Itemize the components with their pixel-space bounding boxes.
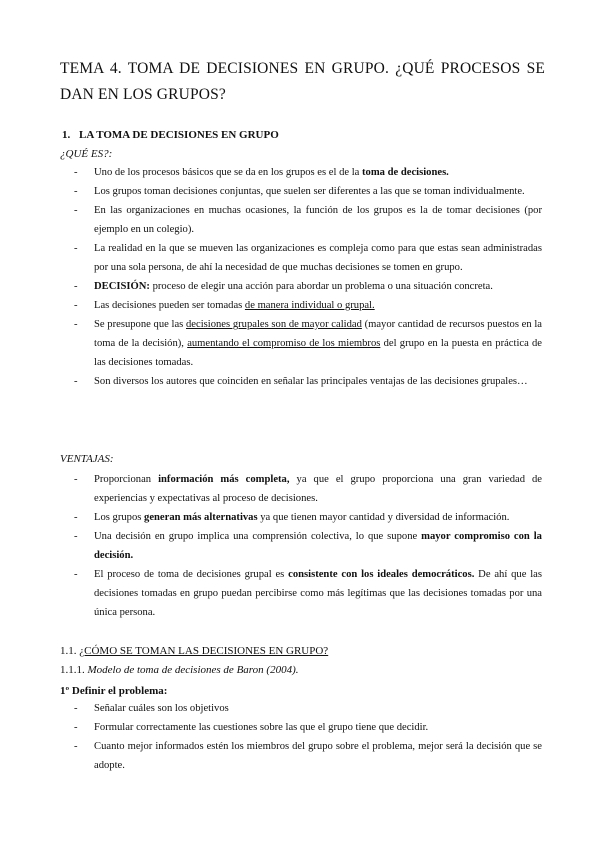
que-es-label: ¿QUÉ ES?:: [60, 148, 113, 160]
list-item: - Uno de los procesos básicos que se da en los grupos es el de la toma de decisiones.: [74, 167, 449, 178]
list-item: - La realidad en la que se mueven las organizaciones es compleja como para que estas sean administradas por una sola persona, de ahí la necesidad de que muchas decisiones se tomen en grupo.: [74, 243, 542, 273]
list-item: - Los grupos toman decisiones conjuntas, que suelen ser diferentes a las que se toman individualmente.: [74, 186, 525, 197]
list-item: - Cuanto mejor informados estén los miembros del grupo sobre el problema, mejor será la decisión que se adopte.: [74, 741, 542, 771]
list-item: - Las decisiones pueden ser tomadas de manera individual o grupal.: [74, 300, 375, 311]
que-es-list: [74, 163, 542, 391]
list-item: - Formular correctamente las cuestiones sobre las que el grupo tiene que decidir.: [74, 722, 429, 733]
section-title: LA TOMA DE DECISIONES EN GRUPO: [79, 129, 279, 141]
list-item: - En las organizaciones en muchas ocasiones, la función de los grupos es la de tomar decisiones (por ejemplo en un colegio).: [74, 205, 542, 235]
subsection-heading: 1.1. ¿CÓMO SE TOMAN LAS DECISIONES EN GRUPO?: [60, 645, 329, 657]
list-item: - Los grupos generan más alternativas ya que tienen mayor cantidad y diversidad de información.: [74, 512, 510, 523]
list-item: - El proceso de toma de decisiones grupal es consistente con los ideales democráticos. De ahí que las decisiones tomadas en grupo puedan percibirse como más legítimas que las decisiones tomadas por una única persona.: [74, 569, 542, 618]
page-title: TEMA 4. TOMA DE DECISIONES EN GRUPO. ¿QUÉ PROCESOS SE DAN EN LOS GRUPOS?: [60, 60, 545, 103]
list-item: - Son diversos los autores que coinciden en señalar las principales ventajas de las decisiones grupales…: [74, 376, 528, 387]
list-item: - Señalar cuáles son los objetivos: [74, 703, 229, 714]
ventajas-label: VENTAJAS:: [60, 453, 114, 465]
ventajas-list: [74, 470, 542, 622]
step-heading: 1º Definir el problema:: [60, 685, 168, 697]
list-item: - Se presupone que las decisiones grupales son de mayor calidad (mayor cantidad de recursos puestos en la toma de la decisión), aumentando el compromiso de los miembros del grupo en la puesta en práctica de las decisiones tomadas.: [74, 319, 543, 368]
section-number: 1.: [62, 129, 71, 141]
subsubsection-heading: 1.1.1. Modelo de toma de decisiones de Baron (2004).: [60, 664, 299, 676]
list-item: - Proporcionan información más completa, ya que el grupo proporciona una gran variedad de experiencias y expectativas al proceso de decisiones.: [74, 474, 542, 504]
list-item: - DECISIÓN: proceso de elegir una acción para abordar un problema o una situación concreta.: [74, 281, 493, 292]
step1-list: [74, 699, 542, 775]
list-item: - Una decisión en grupo implica una comprensión colectiva, lo que supone mayor compromiso con la decisión.: [74, 531, 542, 561]
section-heading: [62, 128, 279, 142]
